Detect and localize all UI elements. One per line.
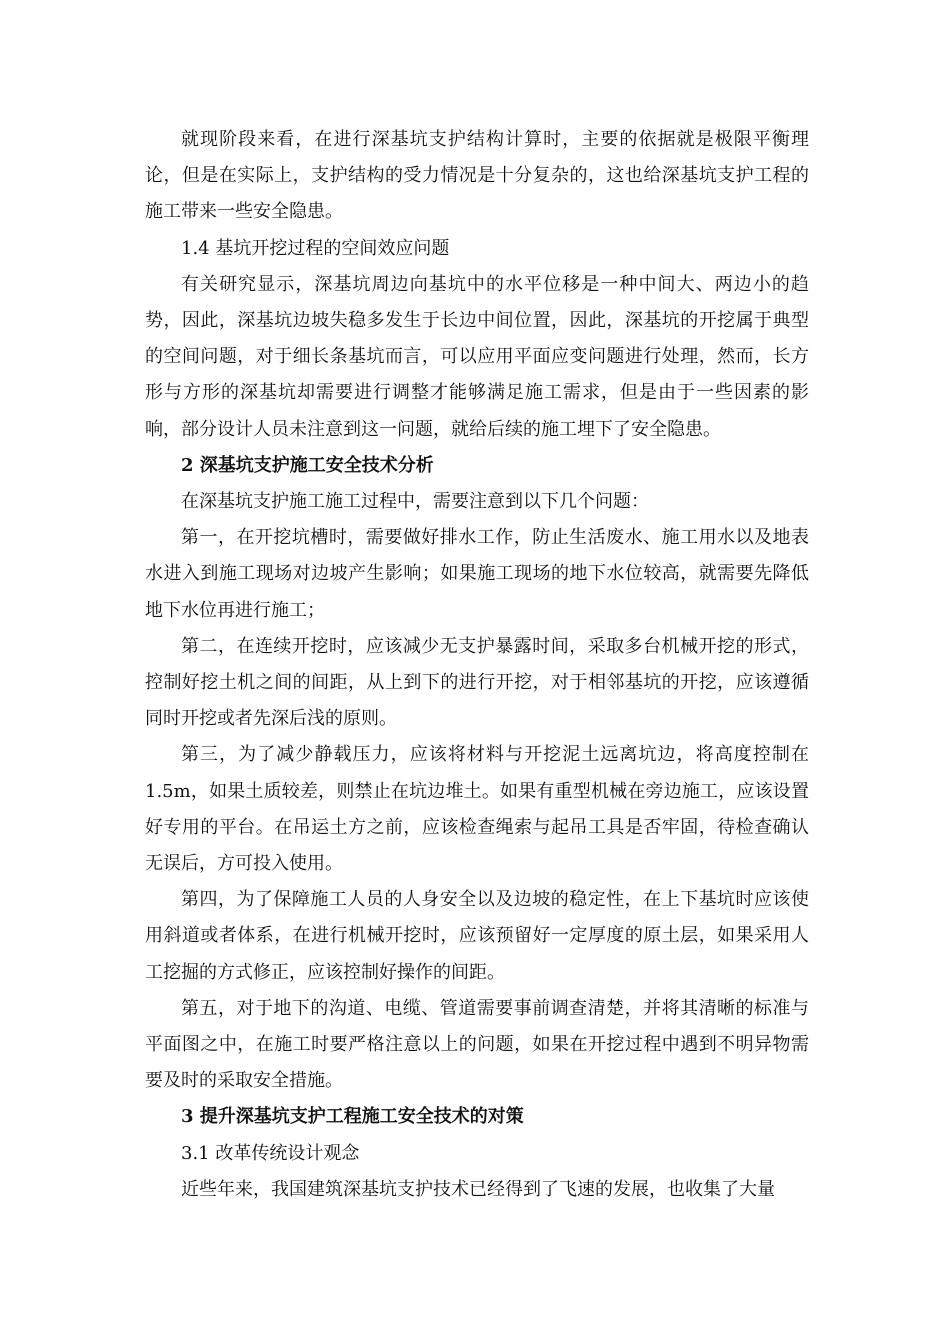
paragraph-point-four: 第四，为了保障施工人员的人身安全以及边坡的稳定性，在上下基坑时应该使用斜道或者体系，在进行机械开挖时，应该预留好一定厚度的原土层，如果采用人工挖掘的方式修正，应该控制好操作的间距。: [145, 889, 809, 983]
paragraph-point-two: 第二，在连续开挖时，应该减少无支护暴露时间，采取多台机械开挖的形式，控制好挖土机之间的间距，从上到下的进行开挖，对于相邻基坑的开挖，应该遵循同时开挖或者先深后浅的原则。: [145, 635, 809, 730]
heading-safety-analysis: 2 深基坑支护施工安全技术分析: [181, 454, 434, 476]
paragraph-spatial-effect: 有关研究显示，深基坑周边向基坑中的水平位移是一种中间大、两边小的趋势，因此，深基坑边坡失稳多发生于长边中间位置，因此，深基坑的开挖属于典型的空间问题，对于细长条基坑而言，可以应用平面应变问题进行处理，然而，长方形与方形的深基坑却需要进行调整才能够满足施工需求，但是由于一些因素的影响，部分设计人员未注意到这一问题，就给后续的施工埋下了安全隐患。: [145, 273, 809, 440]
paragraph-intro-issues: 在深基坑支护施工施工过程中，需要注意到以下几个问题：: [181, 491, 649, 513]
paragraph-recent-years: 近些年来，我国建筑深基坑支护技术已经得到了飞速的发展，也收集了大量: [181, 1178, 775, 1200]
subheading-spatial-effect: 1.4 基坑开挖过程的空间效应问题: [181, 237, 450, 259]
paragraph-point-one: 第一，在开挖坑槽时，需要做好排水工作，防止生活废水、施工用水以及地表水进入到施工现场对边坡产生影响；如果施工现场的地下水位较高，就需要先降低地下水位再进行施工；: [145, 527, 809, 621]
subheading-design-concept: 3.1 改革传统设计观念: [181, 1142, 360, 1164]
paragraph-point-five: 第五，对于地下的沟道、电缆、管道需要事前调查清楚，并将其清晰的标准与平面图之中，在施工时要严格注意以上的问题，如果在开挖过程中遇到不明异物需要及时的采取安全措施。: [145, 997, 809, 1092]
heading-countermeasures: 3 提升深基坑支护工程施工安全技术的对策: [181, 1106, 524, 1128]
paragraph-point-three: 第三，为了减少静载压力，应该将材料与开挖泥土远离坑边，将高度控制在1.5m，如果土质较差，则禁止在坑边堆土。如果有重型机械在旁边施工，应该设置好专用的平台。在吊运土方之前，应该检查绳索与起吊工具是否牢固，待检查确认无误后，方可投入使用。: [145, 744, 809, 875]
paragraph-calculation-basis: 就现阶段来看，在进行深基坑支护结构计算时，主要的依据就是极限平衡理论，但是在实际上，支护结构的受力情况是十分复杂的，这也给深基坑支护工程的施工带来一些安全隐患。: [145, 129, 809, 223]
document-body: [145, 122, 809, 1208]
